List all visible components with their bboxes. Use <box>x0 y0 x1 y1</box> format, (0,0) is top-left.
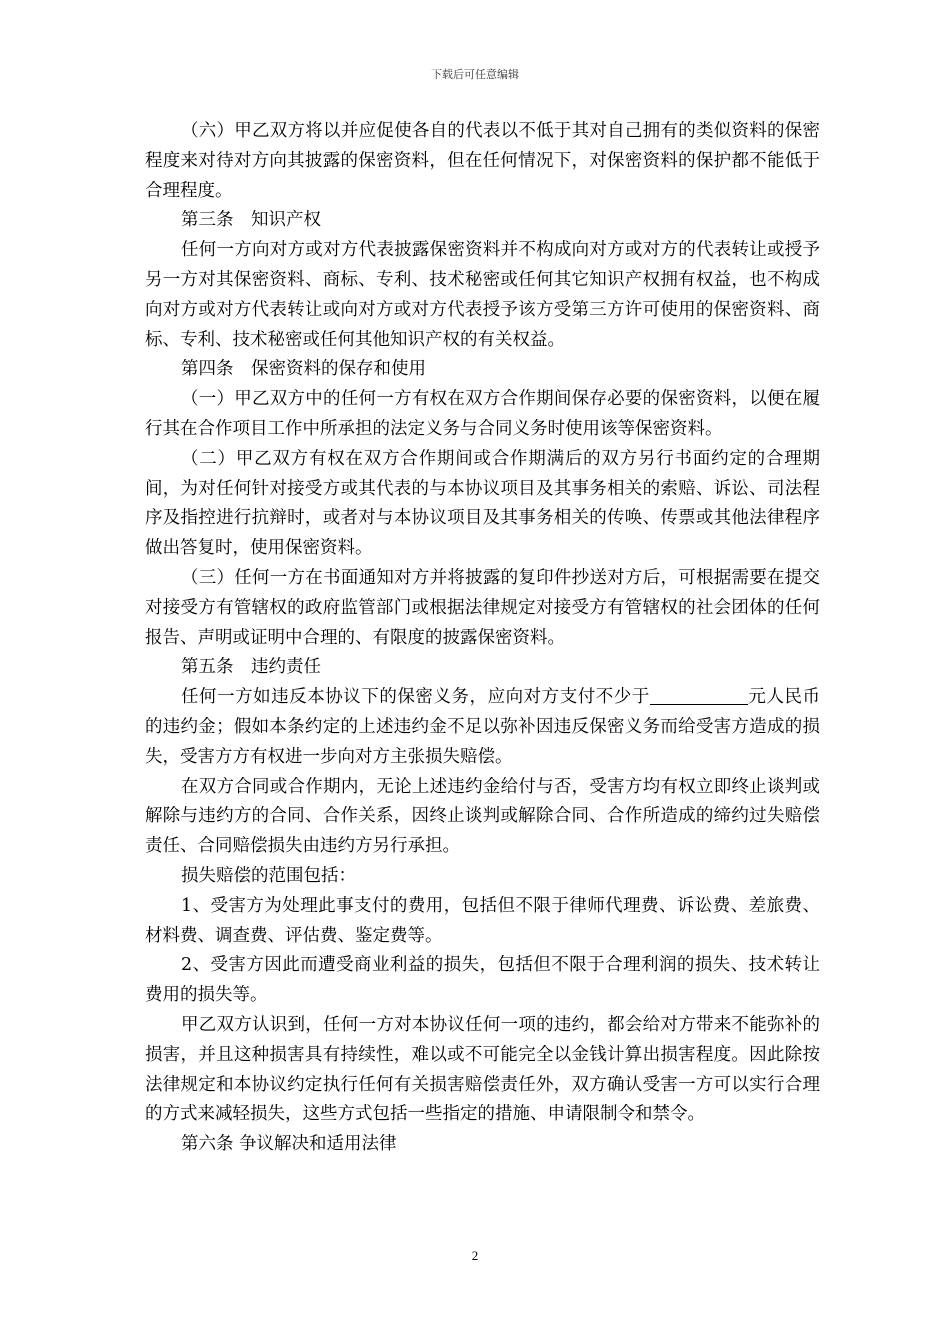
article-6-heading: 第六条 争议解决和适用法律 <box>181 1134 397 1155</box>
paragraph-scope-intro: 损失赔偿的范围包括： <box>181 865 356 886</box>
paragraph-storage-2: （二）甲乙双方有权在双方合作期间或合作期满后的双方另行书面约定的合理期间，为对任何针对接受方或其代表的与本协议项目及其事务相关的索赔、诉讼、司法程序及指控进行抗辩时，或者对与本协议项目及其事务相关的传唤、传票或其他法律程序做出答复时，使用保密资料。 <box>145 448 820 559</box>
document-body <box>145 117 820 1160</box>
article-3-heading: 第三条 知识产权 <box>181 210 321 231</box>
paragraph-irreparable-harm: 甲乙双方认识到，任何一方对本协议任何一项的违约，都会给对方带来不能弥补的损害，并且这种损害具有持续性，难以或不可能完全以金钱计算出损害程度。因此除按法律规定和本协议约定执行任何有关损害赔偿责任外，双方确认受害一方可以实行合理的方式来减轻损失，这些方式包括一些指定的措施、申请限制令和禁令。 <box>145 1014 820 1125</box>
paragraph-scope-1: 1、受害方为处理此事支付的费用，包括但不限于律师代理费、诉讼费、差旅费、材料费、调查费、评估费、鉴定费等。 <box>145 895 820 946</box>
paragraph-termination: 在双方合同或合作期内，无论上述违约金给付与否，受害方均有权立即终止谈判或解除与违约方的合同、合作关系，因终止谈判或解除合同、合作所造成的缔约过失赔偿责任、合同赔偿损失由违约方另行承担。 <box>145 776 820 857</box>
penalty-text-before: 任何一方如违反本协议下的保密义务，应向对方支付不少于 <box>181 687 650 708</box>
penalty-amount-blank <box>650 686 748 705</box>
paragraph-scope-2: 2、受害方因此而遭受商业利益的损失，包括但不限于合理利润的损失、技术转让费用的损失等。 <box>145 955 820 1006</box>
article-4-heading: 第四条 保密资料的保存和使用 <box>181 359 426 380</box>
article-5-heading: 第五条 违约责任 <box>181 657 321 678</box>
page-header: 下载后可任意编辑 <box>431 68 519 81</box>
paragraph-storage-1: （一）甲乙双方中的任何一方有权在双方合作期间保存必要的保密资料，以便在履行其在合作项目工作中所承担的法定义务与合同义务时使用该等保密资料。 <box>145 389 820 439</box>
page-number: 2 <box>471 1248 479 1263</box>
paragraph-penalty <box>145 683 820 772</box>
paragraph-ip: 任何一方向对方或对方代表披露保密资料并不构成向对方或对方的代表转让或授予另一方对其保密资料、商标、专利、技术秘密或任何其它知识产权拥有权益，也不构成向对方或对方代表转让或向对方或对方代表授予该方受第三方许可使用的保密资料、商标、专利、技术秘密或任何其他知识产权的有关权益。 <box>145 240 820 350</box>
paragraph-clause-6: （六）甲乙双方将以并应促使各自的代表以不低于其对自己拥有的类似资料的保密程度来对待对方向其披露的保密资料，但在任何情况下，对保密资料的保护都不能低于合理程度。 <box>145 121 820 201</box>
penalty-text-after: 元人民币的违约金；假如本条约定的上述违约金不足以弥补因违反保密义务而给受害方造成的损失，受害方方有权进一步向对方主张损失赔偿。 <box>145 687 821 767</box>
paragraph-storage-3: （三）任何一方在书面通知对方并将披露的复印件抄送对方后，可根据需要在提交对接受方有管辖权的政府监管部门或根据法律规定对接受方有管辖权的社会团体的任何报告、声明或证明中合理的、有限度的披露保密资料。 <box>145 567 820 648</box>
